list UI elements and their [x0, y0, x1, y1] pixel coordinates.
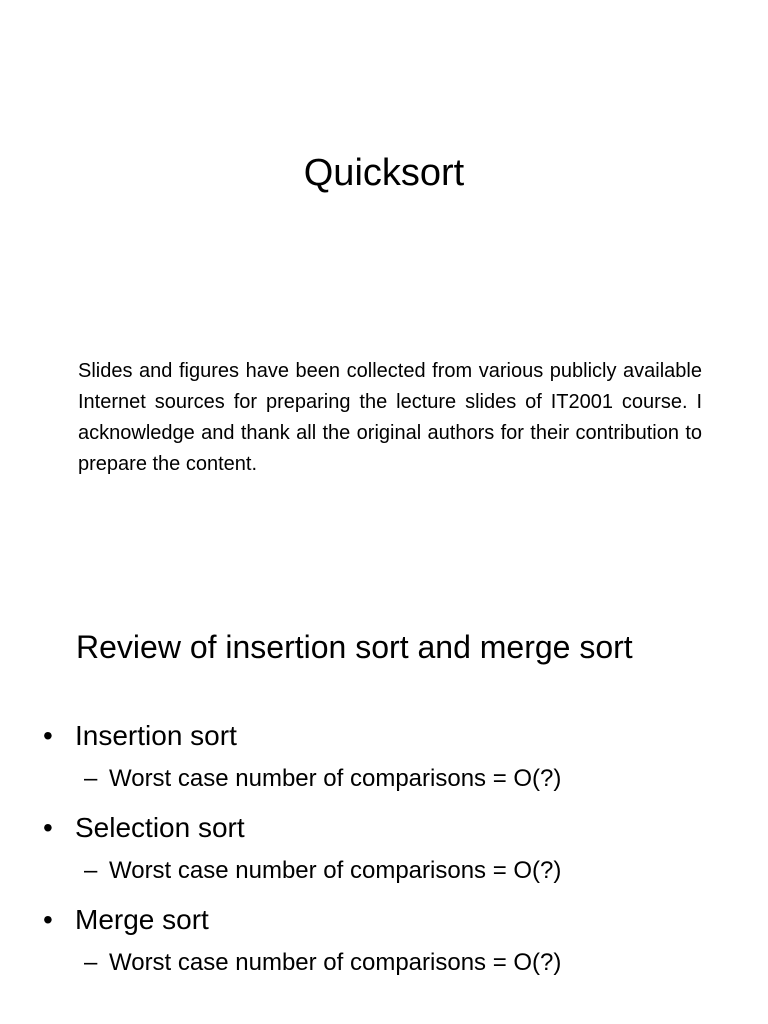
sort-bullet-list	[0, 716, 768, 992]
slide-review	[0, 576, 768, 1024]
dash-icon: –	[84, 765, 98, 792]
sub-bullet-item	[0, 854, 768, 900]
sub-bullet-label: Worst case number of comparisons = O(?)	[109, 765, 562, 792]
bullet-label: Merge sort	[75, 904, 209, 935]
slide-title-heading: Quicksort	[303, 152, 465, 194]
bullet-item	[0, 716, 768, 762]
review-heading: Review of insertion sort and merge sort	[76, 629, 633, 665]
bullet-label: Selection sort	[75, 812, 245, 843]
bullet-icon: •	[43, 720, 53, 751]
sub-bullet-item	[0, 762, 768, 808]
bullet-label: Insertion sort	[75, 720, 237, 751]
bullet-icon: •	[43, 904, 53, 935]
acknowledgement-text: Slides and figures have been collected from various publicly available Internet sources for preparing the lecture slides of IT2001 course. I acknowledge and thank all the original authors for their contribution to prepare the content.	[78, 360, 702, 475]
sub-bullet-label: Worst case number of comparisons = O(?)	[109, 949, 562, 976]
dash-icon: –	[84, 949, 98, 976]
sub-bullet-label: Worst case number of comparisons = O(?)	[109, 857, 562, 884]
bullet-item	[0, 900, 768, 946]
bullet-icon: •	[43, 812, 53, 843]
sub-bullet-item	[0, 946, 768, 992]
bullet-item	[0, 808, 768, 854]
dash-icon: –	[84, 857, 98, 884]
